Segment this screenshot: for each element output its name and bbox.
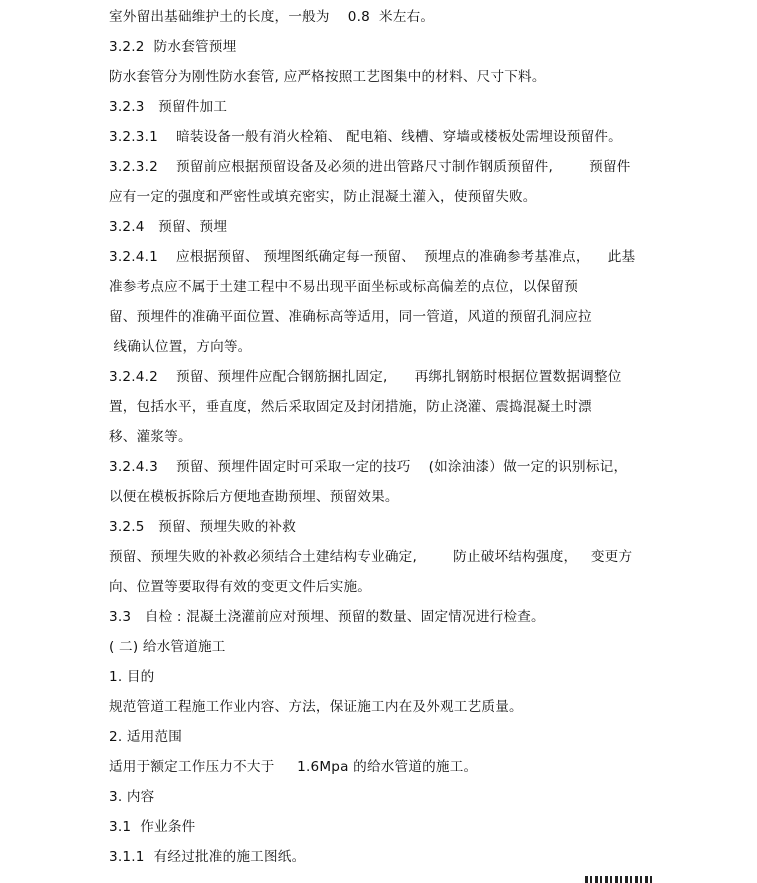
text-line: 向、位置等要取得有效的变更文件后实施。 [109, 579, 372, 595]
text-line: 准参考点应不属于土建工程中不易出现平面坐标或标高偏差的点位，以保留预 [109, 279, 578, 295]
text-line: 适用于额定工作压力不大于 1.6Mpa 的给水管道的施工。 [109, 759, 478, 775]
text-line: 3.3 自检 : 混凝土浇灌前应对预埋、预留的数量、固定情况进行检查。 [109, 609, 545, 625]
section-heading: 3.2.2 防水套管预埋 [109, 39, 237, 55]
text-line: 3.1.1 有经过批准的施工图纸。 [109, 849, 306, 865]
text-line: 3.2.3.2 预留前应根据预留设备及必须的进出管路尺寸制作钢质预留件, 预留件 [109, 159, 631, 175]
text-line: 3.2.3.1 暗装设备一般有消火栓箱、 配电箱、线槽、穿墙或楼板处需埋设预留件。 [109, 129, 622, 145]
section-heading: 3.2.3 预留件加工 [109, 99, 228, 115]
text-line: 置，包括水平，垂直度，然后采取固定及封闭措施，防止浇灌、震捣混凝土时漂 [109, 399, 592, 415]
text-line: 预留、预埋失败的补救必须结合土建结构专业确定, 防止破坏结构强度， 变更方 [109, 549, 633, 565]
text-line: 以便在模板拆除后方便地查勘预埋、预留效果。 [109, 489, 399, 505]
text-line: 室外留出基础维护土的长度，一般为 0.8 米左右。 [109, 9, 435, 25]
section-heading: ( 二) 给水管道施工 [109, 639, 226, 655]
text-line: 3.2.4.1 应根据预留、 预埋图纸确定每一预留、 预埋点的准确参考基准点， 此基 [109, 249, 636, 265]
section-heading: 3. 内容 [109, 789, 155, 805]
text-line: 移、灌浆等。 [109, 429, 192, 445]
text-line: 规范管道工程施工作业内容、方法，保证施工内在及外观工艺质量。 [109, 699, 523, 715]
section-heading: 3.2.5 预留、预埋失败的补救 [109, 519, 297, 535]
section-heading: 3.1 作业条件 [109, 819, 196, 835]
section-heading: 2. 适用范围 [109, 729, 183, 745]
text-line: 应有一定的强度和严密性或填充密实，防止混凝土灌入，使预留失败。 [109, 189, 537, 205]
text-line: 线确认位置，方向等。 [109, 339, 252, 355]
footer-watermark-fragment [585, 876, 653, 883]
text-line: 防水套管分为刚性防水套管, 应严格按照工艺图集中的材料、尺寸下料。 [109, 69, 546, 85]
text-line: 3.2.4.2 预留、预埋件应配合钢筋捆扎固定, 再绑扎钢筋时根据位置数据调整位 [109, 369, 622, 385]
section-heading: 3.2.4 预留、预埋 [109, 219, 228, 235]
section-heading: 1. 目的 [109, 669, 155, 685]
text-line: 留、预埋件的准确平面位置、准确标高等适用，同一管道，风道的预留孔洞应拉 [109, 309, 592, 325]
text-line: 3.2.4.3 预留、预埋件固定时可采取一定的技巧 (如涂油漆）做一定的识别标记， [109, 459, 628, 475]
